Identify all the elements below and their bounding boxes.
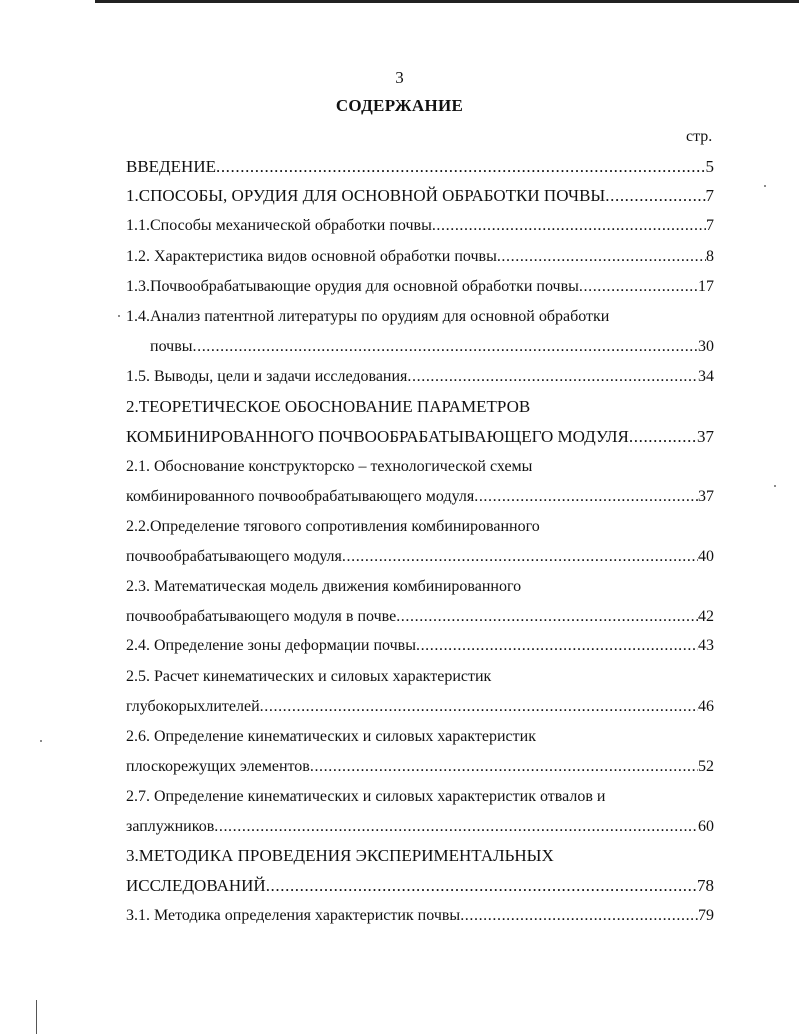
toc-entry-2-3: 2.3. Математическая модель движения комбинированного xyxy=(126,578,522,595)
page-column-label: стр. xyxy=(686,128,713,145)
toc-entry-2-6: 2.6. Определение кинематических и силовых характеристик xyxy=(126,728,536,745)
toc-entry-2-6-cont: плоскорежущих элементов ..... 52 xyxy=(126,757,714,777)
top-border-line xyxy=(95,0,799,3)
scan-artifact-line xyxy=(36,1000,37,1034)
toc-entry-2-1-cont: комбинированного почвообрабатывающего модуля ..... 37 xyxy=(126,487,714,507)
toc-entry-2-4: 2.4. Определение зоны деформации почвы ..... 43 xyxy=(126,636,714,656)
scan-speck xyxy=(118,315,120,317)
toc-entry-1: 1.СПОСОБЫ, ОРУДИЯ ДЛЯ ОСНОВНОЙ ОБРАБОТКИ ПОЧВЫ ..... 7 xyxy=(126,186,714,206)
toc-entry-2-7-cont: заплужников ..... 60 xyxy=(126,817,714,837)
toc-entry-2-1: 2.1. Обоснование конструкторско – технологической схемы xyxy=(126,458,533,475)
toc-entry-1-4-cont: почвы ..... 30 xyxy=(150,337,714,357)
page-number: 3 xyxy=(395,68,404,87)
toc-entry-2-7: 2.7. Определение кинематических и силовых характеристик отвалов и xyxy=(126,788,606,805)
toc-entry-2-5: 2.5. Расчет кинематических и силовых характеристик xyxy=(126,668,492,685)
toc-entry-2: 2.ТЕОРЕТИЧЕСКОЕ ОБОСНОВАНИЕ ПАРАМЕТРОВ xyxy=(126,397,531,416)
toc-entry-2-2: 2.2.Определение тягового сопротивления комбинированного xyxy=(126,518,540,535)
toc-entry-2-5-cont: глубокорыхлителей ..... 46 xyxy=(126,697,714,717)
toc-entry-1-1: 1.1.Способы механической обработки почвы ..... 7 xyxy=(126,216,714,236)
toc-entry-1-4: 1.4.Анализ патентной литературы по орудиям для основной обработки xyxy=(126,308,610,325)
scan-speck xyxy=(40,740,42,742)
toc-entry-1-5: 1.5. Выводы, цели и задачи исследования ..... 34 xyxy=(126,367,714,387)
toc-entry-1-3: 1.3.Почвообрабатывающие орудия для основной обработки почвы ..... 17 xyxy=(126,277,714,297)
scan-speck xyxy=(774,485,776,487)
toc-entry-3-1: 3.1. Методика определения характеристик почвы ..... 79 xyxy=(126,906,714,926)
scan-speck xyxy=(764,185,766,187)
page-title: СОДЕРЖАНИЕ xyxy=(335,96,464,115)
toc-entry-2-cont: КОМБИНИРОВАННОГО ПОЧВООБРАБАТЫВАЮЩЕГО МОДУЛЯ ..... 37 xyxy=(126,427,714,447)
toc-entry-3-cont: ИССЛЕДОВАНИЙ ..... 78 xyxy=(126,876,714,896)
toc-entry-introduction: ВВЕДЕНИЕ ..... 5 xyxy=(126,157,714,177)
toc-entry-1-2: 1.2. Характеристика видов основной обработки почвы ..... 8 xyxy=(126,247,714,267)
toc-entry-3: 3.МЕТОДИКА ПРОВЕДЕНИЯ ЭКСПЕРИМЕНТАЛЬНЫХ xyxy=(126,846,554,865)
toc-entry-2-3-cont: почвообрабатывающего модуля в почве ..... 42 xyxy=(126,607,714,627)
toc-entry-2-2-cont: почвообрабатывающего модуля ..... 40 xyxy=(126,547,714,567)
